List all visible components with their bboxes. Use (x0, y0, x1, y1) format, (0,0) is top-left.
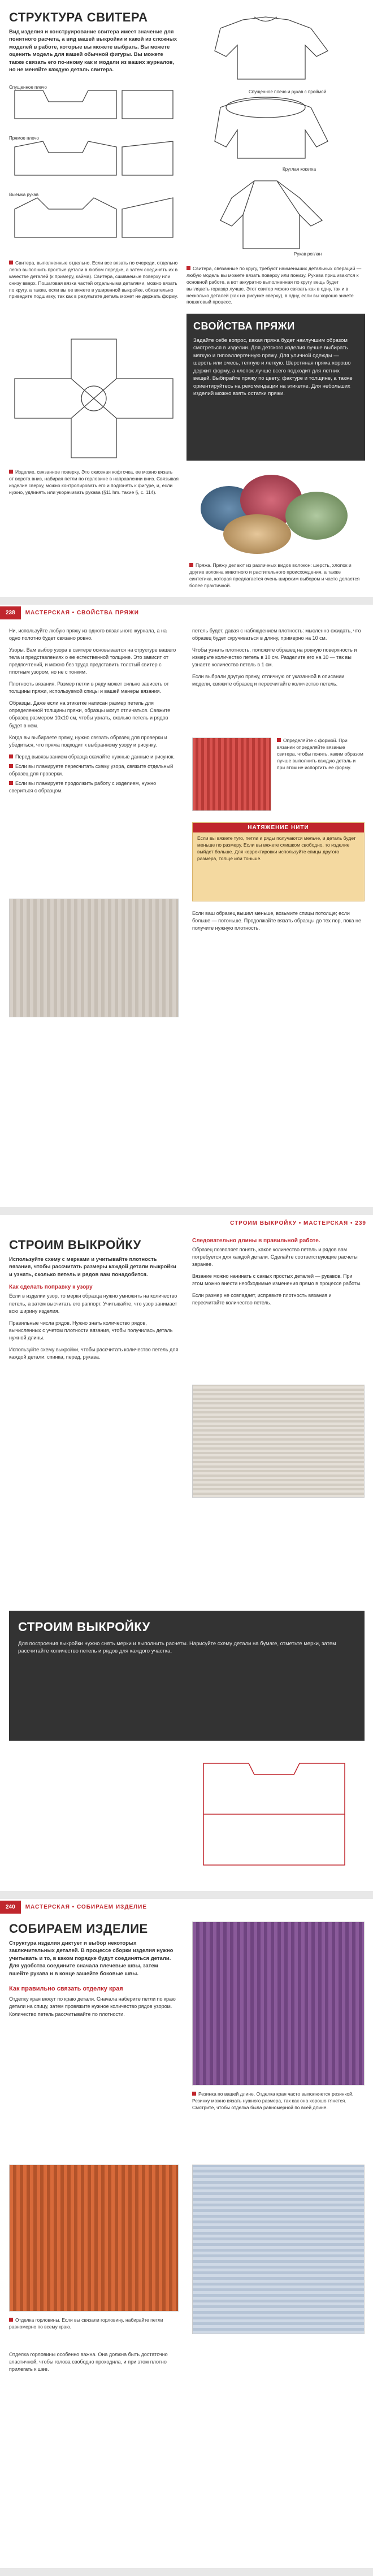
bullet-icon (9, 754, 13, 758)
list-item: Если вы планируете пересчитать схему узора, свяжите отдельный образец для проверки. (9, 763, 174, 777)
para: Когда вы выбираете пряжу, нужно связать образец для проверки и убедиться, что пряжа подходит к выбранному узору и рисунку. (9, 734, 167, 748)
swatch-photo (9, 899, 179, 1017)
tip-body: Если вы вяжете туго, петли и ряды получаются мельче, и деталь будет меньше по размеру. Если вы вяжете слишком свободно, то изделие выйдет больше. Для корректировки используйте спицы другого размера, толще или тоньше. (197, 835, 356, 861)
left-column-text (9, 627, 179, 795)
bullet-icon (189, 563, 193, 567)
sweater-sketches-left (9, 85, 179, 254)
para: петель будет, давая с наблюдением плотность: мысленно ожидать, что образец будет скручиваться в длину, примерно на 10 см. (192, 628, 361, 641)
knit-blue-photo (192, 2165, 365, 2334)
label-saddle: Выемка рукав (9, 192, 39, 197)
page-number: 240 (0, 1901, 21, 1914)
pattern-diagram (186, 1752, 365, 1876)
para: Образцы. Даже если на этикетке написан размер петель для определенной толщины пряжи, образцы могут отличаться. Свяжите образец размером 10х10 см, чтобы узнать, сколько петель и рядов будет в нем. (9, 700, 171, 728)
para: Вязание можно начинать с самых простых деталей — рукавов. При этом можно внести необходимые изменения прямо в процессе работы. (192, 1273, 362, 1287)
top-down-sketch (9, 333, 179, 463)
running-head: МАСТЕРСКАЯ • СВОЙСТВА ПРЯЖИ (25, 609, 139, 616)
bullet-icon (9, 261, 13, 264)
section-title-assembly: СОБИРАЕМ ИЗДЕЛИЕ (9, 1922, 148, 1936)
assembly-lead: Структура изделия диктует и выбор некоторых заключительных деталей. В процессе сборки изделия нужно учитывать и то, в каком порядке будут соединяться детали. Для удобства соедините сначала плечевые швы, затем вшейте рукава и в конце зашейте боковые швы. (9, 1940, 174, 1977)
list-item: Если вы планируете продолжить работу с изделием, нужно свериться с образцом. (9, 780, 157, 793)
bullet-icon (9, 764, 13, 768)
page-pattern (0, 1215, 373, 1899)
subhead: Как сделать поправку к узору (9, 1284, 93, 1291)
yarn-title: СВОЙСТВА ПРЯЖИ (193, 320, 295, 332)
para: Если в изделии узор, то мерки образца нужно умножить на количество петель, а затем высчитать его раппорт. Учитывайте, что узор занимает всю ширину изделия. (9, 1293, 177, 1314)
para: Используйте схему выкройки, чтобы рассчитать количество петель для каждой детали: спинка, перед, рукава. (9, 1346, 179, 1360)
caption-top-down: Изделие, связанное поверху. Это сквозная кофточка, ее можно вязать от ворота вниз, набирая петли по горловине в направлении вниз. Связывая изделие сверху, можно контролировать его и подгонять к фигуре, и, если нужно, удлинять или укорачивать рукава (§11 hm. такие §, с. 114). (9, 469, 179, 495)
tip-title: НАТЯЖЕНИЕ НИТИ (193, 823, 364, 832)
label-drop-shoulder: Спущенное плечо и рукав с проймой (249, 89, 327, 94)
para: Узоры. Вам выбор узора в свитере основывается на структуре вашего тела и представлениях о ее естественной толщине. Это зависит от предпочтений, и можно без труда представить толстый свитер с плотным узором, но не с тонким. (9, 647, 176, 675)
bullet-icon (192, 2092, 196, 2096)
label-lower-sleeve: Спущенное плечо (9, 85, 47, 90)
caption-separate: Свитера, выполненные отдельно. Если все вязать по очереди, отдельно легко выполнить простые детали в любом порядке, а затем соединять их в качестве деталей (к примеру, кайма). Свитера, сшиваемые поверху или снизу вверх. Пошаговая вязка частей отдельными деталями, можно вязать по кругу, а также, если вы ее вяжете в уширенной выкройке, обязательно приведите подшивку, так как в результате деталь может не держать форму. (9, 260, 178, 300)
page-header (0, 1899, 373, 1915)
left-column (9, 10, 179, 74)
bullet-icon (9, 781, 13, 785)
para: Правильные числа рядов. Нужно знать количество рядов, вычисленных с учетом плотности вязания, чтобы получилась деталь нужной длины. (9, 1320, 173, 1341)
label-straight-shoulder: Прямое плечо (9, 136, 39, 141)
label-round-yoke: Круглая кокетка (283, 167, 316, 172)
pattern-lead: Используйте схему с мерками и учитывайте плотность вязания, чтобы рассчитать размеры каждой детали выкройки и узнать, сколько петель и рядов вам понадобится. (9, 1256, 176, 1278)
tension-tip-box (192, 822, 365, 901)
para-neckband: Отделка горловины особенно важна. Она должна быть достаточно эластичной, чтобы голова свободно проходила, и при этом плотно прилегать к шее. (9, 2352, 168, 2373)
caption-rib: Резинка по вашей длине. Отделка края часто выполняется резинкой. Резинку можно вязать нужного размера, так как она хорошо тянется. Смотрите, чтобы отделка была равномерной по всей длине. (192, 2091, 354, 2110)
para: Если выбрали другую пряжу, отличную от указанной в описании модели, свяжите образец и пересчитайте количество петель. (192, 674, 345, 687)
dark-box-lead: Для построения выкройки нужно снять мерки и выполнить расчеты. Нарисуйте схему детали на бумаге, отметьте мерки, затем рассчитайте количество петель и рядов для каждого участка. (18, 1641, 336, 1655)
subhead: Следовательно длины в правильной работе. (192, 1238, 320, 1244)
knit-orange-photo (9, 2165, 179, 2312)
para: Если размер не совпадает, исправьте плотность вязания и пересчитайте количество петель. (192, 1293, 332, 1306)
list-item: Перед вывязыванием образца скачайте нужные данные и рисунок. (9, 753, 179, 761)
right-column-text (192, 627, 365, 688)
yarn-properties-box (186, 314, 365, 461)
section-title-pattern: СТРОИМ ВЫКРОЙКУ (9, 1238, 141, 1252)
red-swatch-photo (192, 738, 271, 811)
structure-lead: Вид изделия и конструирование свитера имеет значение для понятного расчета, а вид вашей выкройки и какой из сложных моделей в работе, которые вы можете выбрать. Вы можете оценить модель для вашей обычной фигуры. Вы можете также связать его по-иному как и модели из ваших журналов, но не меняйте каждую деталь свитера. (9, 29, 177, 73)
bullet-icon (277, 738, 281, 742)
bullet-list (9, 753, 179, 795)
bullet-icon (9, 2318, 13, 2322)
page-header (0, 605, 373, 621)
right-column-text-2 (192, 910, 365, 932)
para: Образец позволяет понять, какое количество петель и рядов вам потребуется для каждой детали. Сделайте соответствующие расчеты заранее. (192, 1247, 358, 1268)
yarn-lead: Задайте себе вопрос, какая пряжа будет наилучшим образом смотреться в изделии. Для детского изделия лучше выбирать мягкую и гипоаллергенную пряжу. Для уличной одежды — шерсть или смесь, теплую и легкую. Шерстяная пряжа хорошо держит форму, а хлопок лучше всего подходит для летних вещей. Выбирайте пряжу по цвету, фактуре и толщине, а также ориентируйтесь на рекомендации на этикетке. Для небольших изделий можно взять остатки пряжи. (193, 337, 353, 397)
pattern-dark-box (9, 1611, 365, 1741)
right-column (192, 1238, 365, 1307)
page-yarn-properties (0, 605, 373, 1215)
page-number: 238 (0, 606, 21, 619)
para: Ни, используйте любую пряжу из одного вязального журнала, а на одно полотно будет связано ровно. (9, 628, 167, 641)
page-structure (0, 0, 373, 605)
knit-detail-photo (192, 1385, 365, 1498)
yarn-photo (189, 469, 365, 560)
shape-caption: Определяйте с формой. При вязании определяйте вязаные свитера, чтобы понять, каким образом лучше выполнить каждую деталь и при этом не испортить ее форму. (277, 738, 363, 770)
caption-neckband: Отделка горловины. Если вы связали горловину, набирайте петли равномерно по всему краю. (9, 2317, 163, 2330)
running-head: СТРОИМ ВЫКРОЙКУ • МАСТЕРСКАЯ • 239 (230, 1220, 366, 1226)
para: Чтобы узнать плотность, положите образец на ровную поверхность и измерьте количество петель в 10 см. Разделите его на 10 — так вы узнаете количество петель в 1 см. (192, 647, 357, 668)
bullet-icon (9, 470, 13, 474)
caption-in-round: Свитера, связанные по кругу, требуют наименьших детальных операций — любую модель вы можете вязать поверху или понизу. Рукава пришиваются к основной работе, а вот аккуратно выполненная по кругу вещь будет выглядеть гораздо лучше. Этот свитер можно связать как в одну, так и в несколько деталей (как на рисунке сверху), в одну, если вы хорошо знаете пошаговый процесс. (186, 266, 362, 305)
section-title-structure: СТРУКТУРА СВИТЕРА (9, 10, 148, 24)
dark-box-title: СТРОИМ ВЫКРОЙКУ (18, 1620, 150, 1634)
page-assembly (0, 1899, 373, 2576)
left-column (9, 1922, 179, 2018)
para: Плотность вязания. Размер петли в ряду может сильно зависеть от толщины пряжи, используемой спицы и вашей манеры вязания. (9, 681, 169, 695)
subhead: Как правильно связать отделку края (9, 1985, 123, 1993)
para: Отделку края вяжут по краю детали. Сначала наберите петли по краю детали на спицу, затем провяжите нужное количество рядов узором. Количество петель рассчитывайте по плотности. (9, 1996, 176, 2017)
running-head: МАСТЕРСКАЯ • СОБИРАЕМ ИЗДЕЛИЕ (25, 1903, 147, 1910)
left-column (9, 1238, 179, 1361)
sweater-sketches-right (186, 11, 365, 260)
yarn-caption: Пряжа. Пряжу делают из различных видов волокон: шерсть, хлопок и другие волокна животного и растительного происхождения, а также синтетика, которая предлагается очень широким выбором и часто делается более практичной. (189, 562, 360, 588)
bullet-icon (186, 266, 190, 270)
para: Если ваш образец вышел меньше, возьмите спицы потолще; если больше — потоньше. Продолжайте вязать образцы до тех пор, пока не получите нужную плотность. (192, 910, 361, 931)
label-raglan: Рукав реглан (294, 251, 322, 257)
knit-purple-photo (192, 1922, 365, 2085)
page-header (0, 1215, 373, 1231)
